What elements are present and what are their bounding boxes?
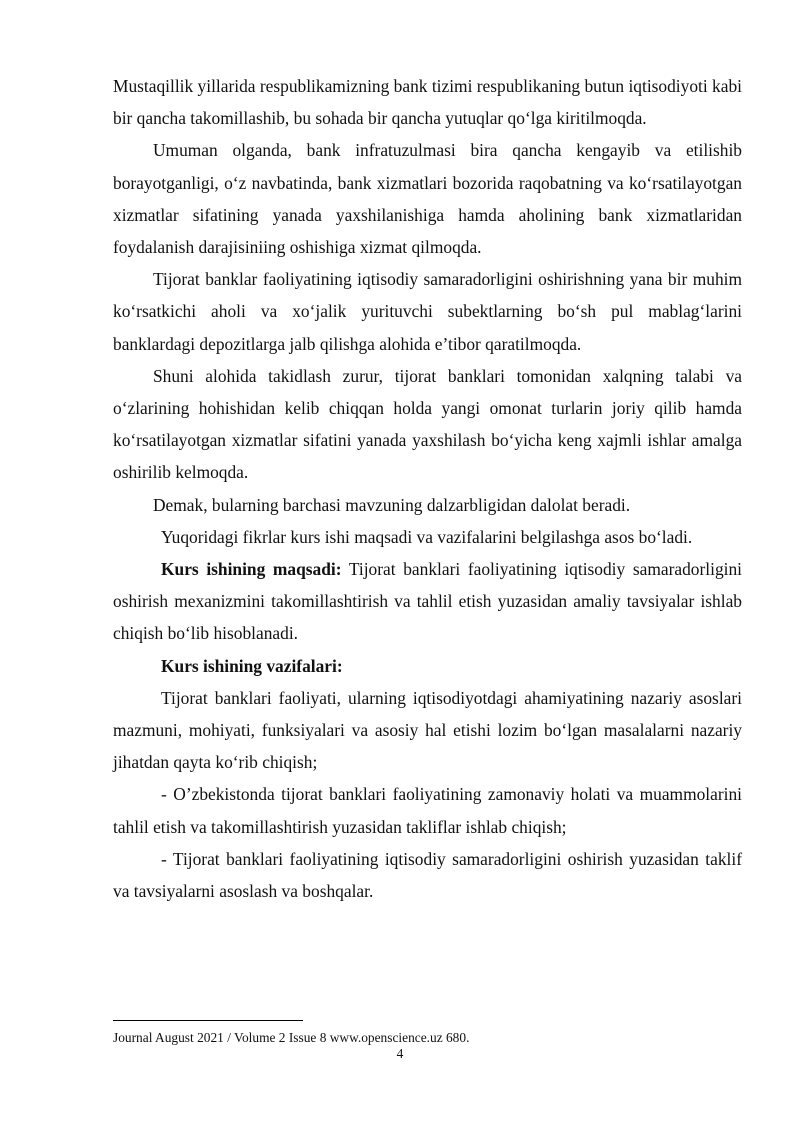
document-body: [113, 70, 742, 907]
paragraph-infrastructure: Umuman olganda, bank infratuzulmasi bira qancha kengayib va etilishib borayotganligi, o‘z navbatinda, bank xizmatlari bozorida raqobatning va ko‘rsatilayotgan xizmatlar sifatining yanada yaxshilanishiga hamda aholining bank xizmatlaridan foydalanish darajisiniing oshishiga xizmat qilmoqda.: [113, 140, 742, 258]
paragraph-deposits: Shuni alohida takidlash zurur, tijorat banklari tomonidan xalqning talabi va o‘zlarining hohishidan kelib chiqqan holda yangi omonat turlarin joriy qilib hamda ko‘rsatilayotgan xizmatlar sifatini yanada yaxshilash bo‘yicha keng xajmli ishlar amalga oshirilib kelmoqda.: [113, 365, 742, 483]
task-item: - Tijorat banklari faoliyatining iqtisodiy samaradorligini oshirish yuzasidan taklif va tavsiyalarni asoslash va boshqalar.: [113, 848, 742, 902]
goal-text: Tijorat banklari faoliyatining iqtisodiy samaradorligini oshirish mexanizmini takomillashtirish va tahlil etish yuzasidan amaliy tavsiyalar ishlab chiqish bo‘lib hisoblanadi.: [113, 559, 742, 644]
task-item: - O’zbekistonda tijorat banklari faoliyatining zamonaviy holati va muammolarini tahlil etish va takomillashtirish yuzasidan takliflar ishlab chiqish;: [113, 784, 742, 837]
paragraph-goal: [113, 553, 742, 650]
task-item: Tijorat banklari faoliyati, ularning iqtisodiyotdagi ahamiyatining nazariy asoslari mazmuni, mohiyati, funksiyalari va asosiy hal etishi lozim bo‘lgan masalalarni nazariy jihatdan qayta ko‘rib chiqish;: [113, 687, 742, 773]
goal-label: Kurs ishining maqsadi:: [161, 559, 342, 580]
footnote: Journal August 2021 / Volume 2 Issue 8 www.openscience.uz 680.: [113, 1030, 470, 1045]
paragraph-intro: Mustaqillik yillarida respublikamizning bank tizimi respublikaning butun iqtisodiyoti kabi bir qancha takomillashib, bu sohada bir qancha yutuqlar qo‘lga kiritilmoqda.: [113, 76, 742, 129]
tasks-heading: Kurs ishining vazifalari:: [161, 655, 343, 676]
paragraph-basis: Yuqoridagi fikrlar kurs ishi maqsadi va vazifalarini belgilashga asos bo‘ladi.: [161, 526, 693, 547]
footnote-divider: [113, 1020, 303, 1021]
paragraph-relevance: Demak, bularning barchasi mavzuning dalzarbligidan dalolat beradi.: [153, 494, 631, 515]
page-number: 4: [396, 1046, 404, 1061]
paragraph-efficiency: Tijorat banklar faoliyatining iqtisodiy samaradorligini oshirishning yana bir muhim ko‘rsatkichi aholi va xo‘jalik yurituvchi subektlarning bo‘sh pul mablag‘larini banklardagi depozitlarga jalb qilishga alohida e’tibor qaratilmoqda.: [113, 269, 742, 354]
